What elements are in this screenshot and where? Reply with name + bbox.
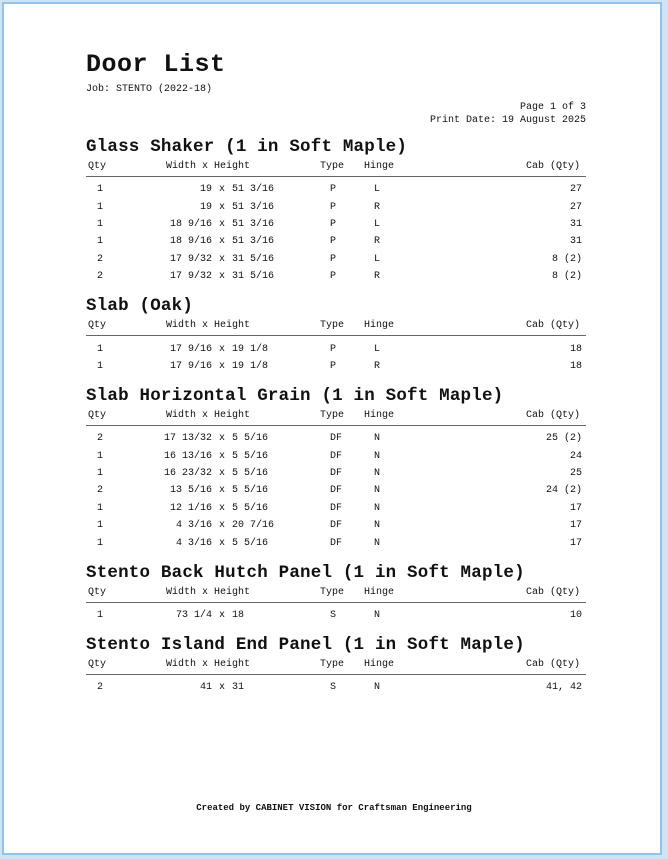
dimension-separator: x xyxy=(218,485,225,497)
table-row xyxy=(86,426,586,448)
hinge-cell: N xyxy=(374,468,381,480)
section-title: Glass Shaker (1 in Soft Maple) xyxy=(86,137,408,157)
document-title: Door List xyxy=(86,50,226,79)
type-cell: DF xyxy=(330,450,343,462)
table-row xyxy=(86,517,586,534)
qty-cell: 1 xyxy=(97,360,104,372)
height-value: 5 5/16 xyxy=(232,485,269,497)
type-cell: P xyxy=(330,201,337,213)
width-value: 17 9/16 xyxy=(169,360,212,372)
height-value: 51 3/16 xyxy=(232,218,275,230)
table-row xyxy=(86,198,586,215)
hinge-cell: N xyxy=(374,610,381,622)
height-value: 51 3/16 xyxy=(232,184,275,196)
qty-header: Qty xyxy=(86,587,140,603)
table-row xyxy=(86,216,586,233)
door-section xyxy=(86,296,586,375)
type-cell: P xyxy=(330,271,337,283)
job-label: Job: STENTO (2022-18) xyxy=(86,84,213,95)
size-cell xyxy=(140,602,320,624)
type-header: Type xyxy=(320,410,364,426)
hinge-cell: R xyxy=(374,236,381,248)
width-value: 19 xyxy=(199,184,212,196)
hinge-cell: N xyxy=(374,485,381,497)
qty-cell: 1 xyxy=(97,343,104,355)
height-value: 5 5/16 xyxy=(232,433,269,445)
hinge-cell: N xyxy=(374,433,381,445)
qty-cell: 1 xyxy=(97,502,104,514)
page-meta xyxy=(86,101,586,127)
type-cell: DF xyxy=(330,537,343,549)
cab-cell: 25 (2) xyxy=(545,433,582,445)
table-row xyxy=(86,465,586,482)
qty-cell: 2 xyxy=(97,682,104,694)
dimension-separator: x xyxy=(218,468,225,480)
height-value: 51 3/16 xyxy=(232,201,275,213)
width-value: 17 9/32 xyxy=(169,253,212,265)
section-title: Stento Back Hutch Panel (1 in Soft Maple) xyxy=(86,562,525,583)
dimension-separator: x xyxy=(218,502,225,514)
width-value: 41 xyxy=(199,682,212,694)
cab-cell: 10 xyxy=(569,610,582,622)
width-value: 73 1/4 xyxy=(175,610,212,622)
qty-cell: 1 xyxy=(97,610,104,622)
table-row xyxy=(86,448,586,465)
table-row xyxy=(86,233,586,250)
cab-cell: 18 xyxy=(569,343,582,355)
cab-cell: 18 xyxy=(569,360,582,372)
cab-cell: 17 xyxy=(569,502,582,514)
type-cell: S xyxy=(330,610,337,622)
cab-cell: 31 xyxy=(569,236,582,248)
hinge-header: Hinge xyxy=(364,410,424,426)
height-value: 18 xyxy=(232,610,245,622)
qty-cell: 1 xyxy=(97,184,104,196)
size-cell xyxy=(140,534,320,551)
door-table xyxy=(86,659,586,696)
door-table xyxy=(86,410,586,552)
dimension-separator: x xyxy=(218,184,225,196)
cab-header: Cab (Qty) xyxy=(424,161,586,177)
table-row xyxy=(86,251,586,268)
type-cell: DF xyxy=(330,502,343,514)
height-value: 20 7/16 xyxy=(232,520,275,532)
qty-cell: 1 xyxy=(97,201,104,213)
size-cell xyxy=(140,198,320,215)
table-header-row xyxy=(86,320,586,336)
door-sections xyxy=(86,137,586,697)
qty-cell: 1 xyxy=(97,450,104,462)
size-header: Width x Height xyxy=(140,410,320,426)
dimension-separator: x xyxy=(218,433,225,445)
hinge-header: Hinge xyxy=(364,659,424,675)
hinge-cell: N xyxy=(374,502,381,514)
cab-cell: 17 xyxy=(569,520,582,532)
height-value: 5 5/16 xyxy=(232,468,269,480)
type-cell: P xyxy=(330,343,337,355)
dimension-separator: x xyxy=(218,253,225,265)
size-cell xyxy=(140,482,320,499)
qty-cell: 1 xyxy=(97,468,104,480)
table-row xyxy=(86,482,586,499)
dimension-separator: x xyxy=(218,450,225,462)
hinge-header: Hinge xyxy=(364,161,424,177)
size-header: Width x Height xyxy=(140,587,320,603)
height-value: 5 5/16 xyxy=(232,502,269,514)
qty-header: Qty xyxy=(86,659,140,675)
cab-cell: 8 (2) xyxy=(551,271,582,283)
height-value: 31 5/16 xyxy=(232,253,275,265)
dimension-separator: x xyxy=(218,537,225,549)
height-value: 19 1/8 xyxy=(232,343,269,355)
width-value: 4 3/16 xyxy=(175,520,212,532)
hinge-cell: N xyxy=(374,520,381,532)
width-value: 17 9/32 xyxy=(169,271,212,283)
page-number: Page 1 of 3 xyxy=(519,102,586,113)
type-cell: P xyxy=(330,184,337,196)
door-table xyxy=(86,320,586,375)
hinge-cell: L xyxy=(374,184,381,196)
dimension-separator: x xyxy=(218,360,225,372)
dimension-separator: x xyxy=(218,610,225,622)
hinge-cell: N xyxy=(374,537,381,549)
type-header: Type xyxy=(320,587,364,603)
cab-header: Cab (Qty) xyxy=(424,320,586,336)
width-value: 13 5/16 xyxy=(169,485,212,497)
hinge-cell: L xyxy=(374,253,381,265)
cab-cell: 24 xyxy=(569,450,582,462)
width-value: 18 9/16 xyxy=(169,218,212,230)
width-value: 16 13/16 xyxy=(163,450,212,462)
qty-cell: 1 xyxy=(97,236,104,248)
table-row xyxy=(86,534,586,551)
size-cell xyxy=(140,426,320,448)
cab-cell: 24 (2) xyxy=(545,485,582,497)
height-value: 31 xyxy=(232,682,245,694)
report-page xyxy=(86,50,586,697)
qty-cell: 2 xyxy=(97,433,104,445)
hinge-cell: L xyxy=(374,343,381,355)
cab-header: Cab (Qty) xyxy=(424,659,586,675)
dimension-separator: x xyxy=(218,520,225,532)
size-cell xyxy=(140,268,320,285)
size-cell xyxy=(140,517,320,534)
size-cell xyxy=(140,251,320,268)
cab-cell: 41, 42 xyxy=(545,682,582,694)
cab-cell: 8 (2) xyxy=(551,253,582,265)
hinge-cell: N xyxy=(374,450,381,462)
size-cell xyxy=(140,675,320,697)
dimension-separator: x xyxy=(218,201,225,213)
cab-header: Cab (Qty) xyxy=(424,587,586,603)
hinge-header: Hinge xyxy=(364,320,424,336)
cab-cell: 27 xyxy=(569,184,582,196)
door-table xyxy=(86,161,586,285)
qty-cell: 1 xyxy=(97,520,104,532)
size-cell xyxy=(140,500,320,517)
dimension-separator: x xyxy=(218,218,225,230)
type-cell: DF xyxy=(330,433,343,445)
table-header-row xyxy=(86,587,586,603)
table-header-row xyxy=(86,410,586,426)
qty-header: Qty xyxy=(86,161,140,177)
cab-cell: 27 xyxy=(569,201,582,213)
door-section xyxy=(86,386,586,552)
table-row xyxy=(86,500,586,517)
table-row xyxy=(86,268,586,285)
size-header: Width x Height xyxy=(140,659,320,675)
height-value: 31 5/16 xyxy=(232,271,275,283)
type-cell: DF xyxy=(330,468,343,480)
width-value: 18 9/16 xyxy=(169,236,212,248)
width-value: 4 3/16 xyxy=(175,537,212,549)
table-row xyxy=(86,336,586,358)
size-header: Width x Height xyxy=(140,320,320,336)
hinge-cell: R xyxy=(374,271,381,283)
section-title: Slab (Oak) xyxy=(86,296,194,317)
size-header: Width x Height xyxy=(140,161,320,177)
size-cell xyxy=(140,448,320,465)
table-row xyxy=(86,177,586,199)
dimension-separator: x xyxy=(218,271,225,283)
type-cell: P xyxy=(330,360,337,372)
dimension-separator: x xyxy=(218,236,225,248)
door-section xyxy=(86,137,586,285)
hinge-cell: N xyxy=(374,682,381,694)
width-value: 12 1/16 xyxy=(169,502,212,514)
size-cell xyxy=(140,233,320,250)
hinge-cell: L xyxy=(374,218,381,230)
cab-cell: 17 xyxy=(569,537,582,549)
type-cell: S xyxy=(330,682,337,694)
size-cell xyxy=(140,216,320,233)
cab-header: Cab (Qty) xyxy=(424,410,586,426)
qty-cell: 2 xyxy=(97,271,104,283)
size-cell xyxy=(140,465,320,482)
width-value: 17 9/16 xyxy=(169,343,212,355)
hinge-cell: R xyxy=(374,360,381,372)
door-section xyxy=(86,635,586,696)
qty-header: Qty xyxy=(86,410,140,426)
height-value: 19 1/8 xyxy=(232,360,269,372)
qty-cell: 2 xyxy=(97,253,104,265)
type-header: Type xyxy=(320,161,364,177)
width-value: 19 xyxy=(199,201,212,213)
section-title: Stento Island End Panel (1 in Soft Maple) xyxy=(86,635,525,656)
table-header-row xyxy=(86,161,586,177)
hinge-cell: R xyxy=(374,201,381,213)
section-title: Slab Horizontal Grain (1 in Soft Maple) xyxy=(86,386,504,407)
table-row xyxy=(86,602,586,624)
door-table xyxy=(86,587,586,624)
width-value: 16 23/32 xyxy=(163,468,212,480)
cab-cell: 25 xyxy=(569,468,582,480)
qty-cell: 1 xyxy=(97,218,104,230)
type-cell: DF xyxy=(330,520,343,532)
report-footer: Created by CABINET VISION for Craftsman Engineering xyxy=(196,803,472,813)
qty-header: Qty xyxy=(86,320,140,336)
width-value: 17 13/32 xyxy=(163,433,212,445)
dimension-separator: x xyxy=(218,682,225,694)
cab-cell: 31 xyxy=(569,218,582,230)
size-cell xyxy=(140,336,320,358)
height-value: 5 5/16 xyxy=(232,537,269,549)
table-row xyxy=(86,675,586,697)
type-cell: DF xyxy=(330,485,343,497)
qty-cell: 2 xyxy=(97,485,104,497)
type-cell: P xyxy=(330,218,337,230)
height-value: 51 3/16 xyxy=(232,236,275,248)
type-header: Type xyxy=(320,320,364,336)
type-cell: P xyxy=(330,253,337,265)
type-header: Type xyxy=(320,659,364,675)
size-cell xyxy=(140,177,320,199)
height-value: 5 5/16 xyxy=(232,450,269,462)
hinge-header: Hinge xyxy=(364,587,424,603)
table-row xyxy=(86,358,586,375)
door-section xyxy=(86,563,586,624)
table-header-row xyxy=(86,659,586,675)
print-date: Print Date: 19 August 2025 xyxy=(429,115,586,126)
type-cell: P xyxy=(330,236,337,248)
dimension-separator: x xyxy=(218,343,225,355)
qty-cell: 1 xyxy=(97,537,104,549)
size-cell xyxy=(140,358,320,375)
